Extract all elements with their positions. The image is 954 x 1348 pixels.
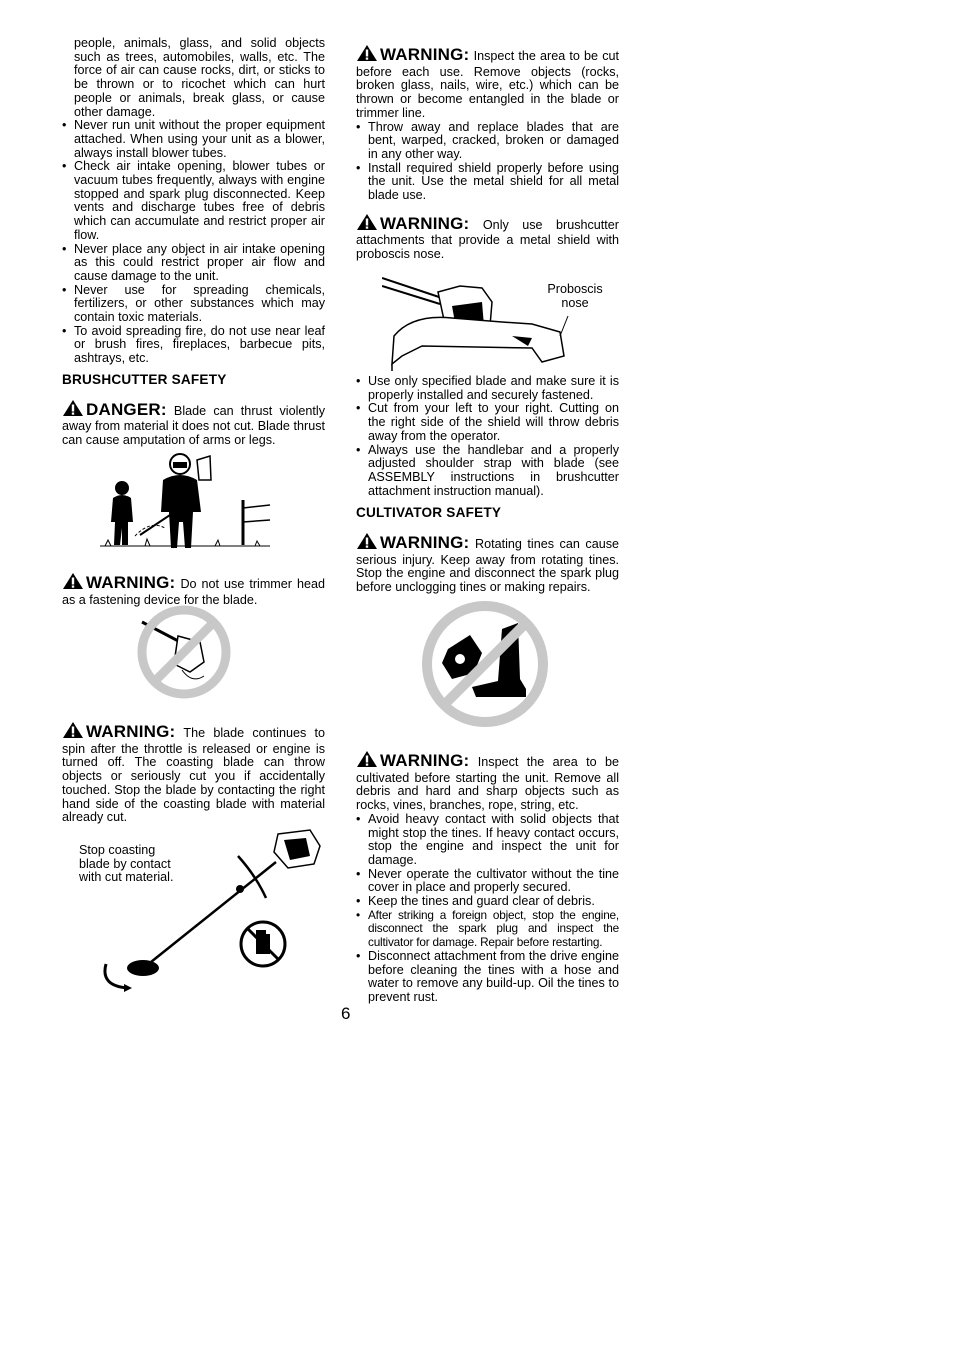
warning-label: WARNING: bbox=[380, 45, 470, 64]
warning-triangle-icon bbox=[356, 750, 378, 772]
caption-line: nose bbox=[561, 295, 589, 310]
intro-text: people, animals, glass, and solid objects such as trees, automobiles, walls, etc. The force of air can cause rocks, dirt, or sticks to be thrown or to ricochet which can hurt people or animals, break glass, or cause other damage. bbox=[74, 36, 325, 119]
warning-text: Inspect the area to be cultivated before starting the unit. Remove all debris and hard and sharp objects such as rocks, vines, branches, rope, string, etc. bbox=[356, 755, 620, 813]
caption-line: with cut material. bbox=[79, 870, 174, 885]
warning-text: Only use brushcutter attachments that provide a metal shield with proboscis nose. bbox=[356, 217, 619, 262]
blade-list bbox=[356, 121, 619, 203]
warning-inspect bbox=[356, 44, 619, 121]
warning-label: WARNING: bbox=[86, 722, 176, 741]
no-foot-near-tines-icon bbox=[418, 601, 552, 732]
danger-text: Blade can thrust violently away from material it does not cut. Blade thrust can cause amputation of arms or legs. bbox=[62, 403, 325, 447]
warning-triangle-icon bbox=[356, 532, 378, 554]
list-item: • Use only specified blade and make sure it is properly installed and securely fastened. bbox=[356, 375, 619, 402]
caption-line: blade by contact bbox=[79, 856, 171, 871]
list-item: • Never place any object in air intake opening as this could restrict proper air flow and cause damage to the unit. bbox=[62, 243, 325, 284]
warning-label: WARNING: bbox=[380, 213, 470, 233]
warning-text: Do not use trimmer head as a fastening device for the blade. bbox=[62, 577, 326, 607]
cultivator-list bbox=[356, 813, 619, 1005]
list-item: • To avoid spreading fire, do not use near leaf or brush fires, fireplaces, barbecue pits, ashtrays, etc. bbox=[62, 325, 325, 366]
warning-fastening bbox=[62, 572, 325, 607]
page-number: 6 bbox=[341, 1004, 351, 1023]
list-item: • Never use for spreading chemicals, fertilizers, or other substances which may contain toxic materials. bbox=[62, 284, 325, 325]
cultivator-safety-heading: CULTIVATOR SAFETY bbox=[356, 505, 502, 521]
right-column-middle bbox=[356, 375, 619, 595]
list-item: • Install required shield properly before using the unit. Use the metal shield for all metal blade use. bbox=[356, 162, 619, 203]
metal-shield-illustration bbox=[382, 276, 572, 376]
warning-shield bbox=[356, 213, 619, 262]
warning-tines bbox=[356, 532, 619, 595]
warning-triangle-icon bbox=[62, 572, 84, 594]
brushcutter-safety-heading: BRUSHCUTTER SAFETY bbox=[62, 371, 227, 387]
right-column-top bbox=[356, 44, 619, 262]
warning-text: The blade continues to spin after the throttle is released or engine is turned off. The coasting blade can throw objects or seriously cut you if accidentally touched. Stop the blade by contacting the right hand side of the coasting blade with material already cut. bbox=[62, 726, 325, 825]
warning-fastening-block bbox=[62, 572, 325, 607]
warning-triangle-icon bbox=[62, 721, 84, 743]
no-trimmer-head-fastening-icon bbox=[134, 604, 234, 705]
warning-triangle-icon bbox=[356, 213, 378, 235]
list-item: • Avoid heavy contact with solid objects that might stop the tines. If heavy contact occurs, stop the engine and inspect the unit for damage. bbox=[356, 813, 619, 868]
list-item: • Throw away and replace blades that are bent, warped, cracked, broken or damaged in any other way. bbox=[356, 121, 619, 162]
blade-usage-list bbox=[356, 375, 619, 498]
caption-line: Proboscis bbox=[547, 282, 603, 296]
warning-cultivated bbox=[356, 750, 619, 813]
danger-label: DANGER: bbox=[86, 399, 167, 419]
warning-coasting bbox=[62, 721, 325, 825]
list-item: • Keep the tines and guard clear of debris. bbox=[356, 895, 619, 909]
warning-text: Rotating tines can cause serious injury. Keep away from rotating tines. Stop the engine and disconnect the spark plug before unclogging tines or making repairs. bbox=[356, 537, 620, 595]
left-column bbox=[62, 37, 325, 448]
warning-triangle-icon bbox=[62, 399, 84, 421]
right-column-bottom bbox=[356, 750, 619, 1005]
warning-label: WARNING: bbox=[380, 751, 470, 770]
danger-notice bbox=[62, 399, 325, 448]
blade-thrust-illustration bbox=[95, 450, 270, 560]
list-item: • Never operate the cultivator without the tine cover in place and properly secured. bbox=[356, 868, 619, 895]
warning-label: WARNING: bbox=[380, 533, 470, 553]
coasting-blade-illustration bbox=[88, 826, 328, 999]
list-item: • Always use the handlebar and a properly adjusted shoulder strap with blade (see ASSEMBLY instructions in brushcutter attachment instruction manual). bbox=[356, 444, 619, 499]
blower-safety-list bbox=[62, 119, 325, 366]
list-item: • Never run unit without the proper equipment attached. When using your unit as a blower, always install blower tubes. bbox=[62, 119, 325, 160]
list-item: • Disconnect attachment from the drive engine before cleaning the tines with a hose and water to remove any build-up. Oil the tines to prevent rust. bbox=[356, 950, 619, 1005]
warning-label: WARNING: bbox=[86, 573, 176, 592]
warning-text: Inspect the area to be cut before each use. Remove objects (rocks, broken glass, nails, wire, etc.) which can be thrown or become entangled in the blade or trimmer line. bbox=[356, 49, 619, 120]
list-item: • After striking a foreign object, stop the engine, disconnect the spark plug and inspect the cultivator for damage. Repair before restarting. bbox=[356, 909, 619, 950]
warning-triangle-icon bbox=[356, 44, 378, 66]
caption-line: Stop coasting bbox=[79, 843, 156, 857]
warning-coasting-block bbox=[62, 721, 325, 825]
list-item: • Check air intake opening, blower tubes or vacuum tubes frequently, always with engine stopped and spark plug disconnected. Keep vents and discharge tubes free of debris which can accumulate and restrict proper air flow. bbox=[62, 160, 325, 242]
list-item: • Cut from your left to your right. Cutting on the right side of the shield will throw debris away from the operator. bbox=[356, 402, 619, 443]
